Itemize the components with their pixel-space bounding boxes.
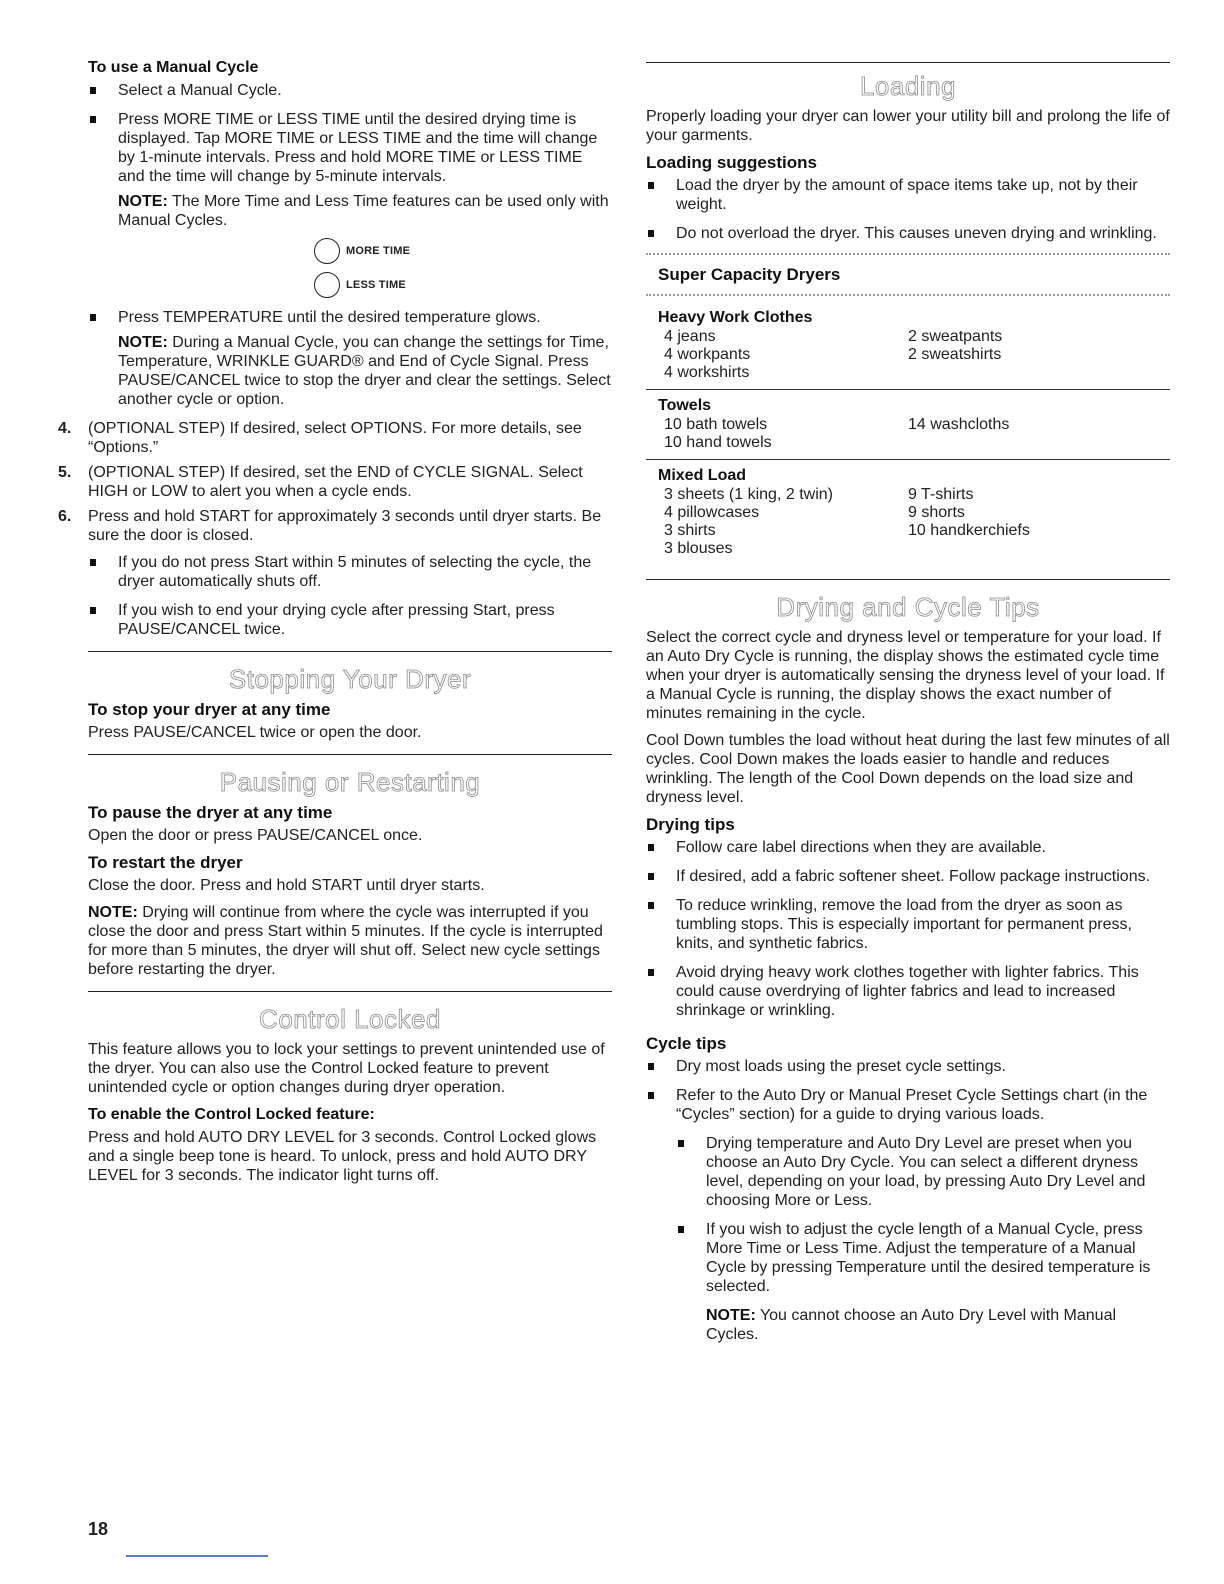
stopping-section-title: Stopping Your Dryer: [228, 664, 472, 694]
load-item: 10 bath towels: [664, 416, 768, 433]
restart-heading: To restart the dryer: [88, 853, 243, 872]
section-divider: [88, 651, 612, 652]
loading-section-title: Loading: [859, 71, 957, 101]
pause-text: Open the door or press PAUSE/CANCEL once.: [88, 827, 423, 844]
less-time-row: [314, 272, 612, 298]
note-label: NOTE:: [706, 1307, 756, 1324]
list-item: [88, 308, 612, 409]
step-number: 4.: [58, 420, 72, 437]
pause-heading: To pause the dryer at any time: [88, 803, 333, 822]
load-group-title: Heavy Work Clothes: [658, 309, 813, 326]
load-col-2: [908, 327, 1170, 381]
list-item-text: If you wish to adjust the cycle length of a Manual Cycle, press More Time or Less Time. Adjust the temperature of a Manual Cycle by pressing Temperature until the desired temperature is selected.: [706, 1221, 1151, 1295]
step-item: [58, 419, 612, 457]
note-label: NOTE:: [118, 193, 168, 210]
load-group-title: Mixed Load: [658, 467, 747, 484]
load-group-towels: [646, 389, 1170, 459]
page-number: 18: [88, 1519, 109, 1539]
dotted-divider: [646, 294, 1170, 296]
step-item: [58, 463, 612, 501]
load-item: 14 washcloths: [908, 416, 1010, 433]
step-number: 6.: [58, 508, 72, 525]
load-group-columns: [658, 485, 1170, 557]
control-locked-text: This feature allows you to lock your settings to prevent unintended use of the dryer. You can also use the Control Locked feature to prevent unintended cycle or option changes during dryer operation.: [88, 1041, 605, 1096]
left-column: [58, 58, 612, 1193]
load-item: 4 pillowcases: [664, 504, 760, 521]
cycle-tips-list: [646, 1057, 1170, 1344]
step6-list: [88, 553, 612, 639]
load-group-columns: [658, 327, 1170, 381]
load-item: 2 sweatpants: [908, 328, 1003, 345]
note-label: NOTE:: [88, 904, 138, 921]
note: [88, 903, 612, 979]
drying-tips-list: [646, 838, 1170, 1020]
note: [118, 333, 612, 409]
load-group-columns: [658, 415, 1170, 451]
more-time-row: [314, 238, 612, 264]
load-col-2: [908, 485, 1170, 557]
list-item: [646, 1086, 1170, 1344]
load-col-1: [658, 327, 908, 381]
load-item: 9 shorts: [908, 504, 965, 521]
list-item: Load the dryer by the amount of space items take up, not by their weight.: [646, 176, 1170, 214]
step-number: 5.: [58, 464, 72, 481]
dotted-divider: [646, 253, 1170, 255]
suggestions-heading: Loading suggestions: [646, 153, 817, 172]
load-group-title: Towels: [658, 397, 712, 414]
drying-tips-heading: Drying tips: [646, 815, 735, 834]
enable-text: Press and hold AUTO DRY LEVEL for 3 seconds. Control Locked glows and a single beep tone is heard. To unlock, press and hold AUTO DRY LEVEL for 3 seconds. The indicator light turns off.: [88, 1129, 597, 1184]
super-capacity-heading: Super Capacity Dryers: [658, 265, 841, 284]
load-col-1: [658, 415, 908, 451]
load-item: 3 sheets (1 king, 2 twin): [664, 486, 833, 503]
load-item: 4 workpants: [664, 346, 751, 363]
list-item: If you do not press Start within 5 minutes of selecting the cycle, the dryer automatically shuts off.: [88, 553, 612, 591]
list-item: [88, 110, 612, 298]
drying-paragraph: Cool Down tumbles the load without heat during the last few minutes of all cycles. Cool Down makes the loads easier to handle and reduces wrinkling. The length of the Cool Down depends on the load size and dryness level.: [646, 732, 1170, 806]
step-text: Press and hold START for approximately 3 seconds until dryer starts. Be sure the door is closed.: [88, 508, 602, 544]
less-time-button-icon: [314, 272, 340, 298]
load-item: 2 sweatshirts: [908, 346, 1002, 363]
step-text: (OPTIONAL STEP) If desired, set the END of CYCLE SIGNAL. Select HIGH or LOW to alert you when a cycle ends.: [88, 464, 583, 500]
load-item: 4 workshirts: [664, 364, 750, 381]
load-item: 10 hand towels: [664, 434, 772, 451]
section-divider: [646, 579, 1170, 580]
note-text: The More Time and Less Time features can be used only with Manual Cycles.: [118, 193, 609, 229]
list-item: Avoid drying heavy work clothes together with lighter fabrics. This could cause overdrying of lighter fabrics and lead to increased shrinkage or wrinkling.: [646, 963, 1170, 1020]
load-group-heavy: [646, 302, 1170, 389]
list-item: To reduce wrinkling, remove the load from the dryer as soon as tumbling stops. This is especially important for permanent press, knits, and synthetic fabrics.: [646, 896, 1170, 953]
drying-section-title: Drying and Cycle Tips: [776, 592, 1040, 622]
note-text: You cannot choose an Auto Dry Level with Manual Cycles.: [706, 1307, 1117, 1343]
load-col-2: [908, 415, 1170, 451]
list-item-text: Refer to the Auto Dry or Manual Preset Cycle Settings chart (in the “Cycles” section) for a guide to drying various loads.: [676, 1087, 1148, 1123]
load-group-mixed: [646, 459, 1170, 565]
list-item: Select a Manual Cycle.: [88, 81, 612, 100]
right-column: [646, 62, 1170, 1354]
time-buttons-illustration: [314, 238, 612, 298]
list-item-text: Press MORE TIME or LESS TIME until the desired drying time is displayed. Tap MORE TIME or LESS TIME and the time will change by 1-minute intervals. Press and hold MORE TIME or LESS TIME and the time will change by 5-minute intervals.: [118, 111, 598, 185]
load-item: 9 T-shirts: [908, 486, 974, 503]
note: [118, 192, 612, 230]
loading-intro: Properly loading your dryer can lower your utility bill and prolong the life of your garments.: [646, 108, 1170, 144]
restart-text: Close the door. Press and hold START until dryer starts.: [88, 877, 485, 894]
cycle-tips-heading: Cycle tips: [646, 1034, 727, 1053]
drying-paragraph: Select the correct cycle and dryness level or temperature for your load. If an Auto Dry Cycle is running, the display shows the estimated cycle time when your dryer is automatically sensing the dryness level of your load. If a Manual Cycle is running, the display shows the exact number of minutes remaining in the cycle.: [646, 629, 1165, 722]
note: [706, 1306, 1170, 1344]
section-divider: [88, 991, 612, 992]
list-item: If you wish to end your drying cycle after pressing Start, press PAUSE/CANCEL twice.: [88, 601, 612, 639]
more-time-label: MORE TIME: [346, 244, 411, 257]
suggestions-list: [646, 176, 1170, 243]
list-item: Drying temperature and Auto Dry Level are preset when you choose an Auto Dry Cycle. You can select a different dryness level, depending on your load, by pressing Auto Dry Level and choosing More or Less.: [676, 1134, 1170, 1210]
note-text: During a Manual Cycle, you can change the settings for Time, Temperature, WRINKLE GUARD® and End of Cycle Signal. Press PAUSE/CANCEL twice to stop the dryer and clear the settings. Select another cycle or option.: [118, 334, 611, 408]
stop-text: Press PAUSE/CANCEL twice or open the door.: [88, 724, 422, 741]
list-item: Dry most loads using the preset cycle settings.: [646, 1057, 1170, 1076]
step-text: (OPTIONAL STEP) If desired, select OPTIONS. For more details, see “Options.”: [88, 420, 582, 456]
list-item: Follow care label directions when they are available.: [646, 838, 1170, 857]
section-divider: [88, 754, 612, 755]
list-item: If desired, add a fabric softener sheet. Follow package instructions.: [646, 867, 1170, 886]
note-label: NOTE:: [118, 334, 168, 351]
load-item: 4 jeans: [664, 328, 716, 345]
load-item: 3 shirts: [664, 522, 716, 539]
load-item: 3 blouses: [664, 540, 733, 557]
load-col-1: [658, 485, 908, 557]
cycle-sub-tips-list: [676, 1134, 1170, 1344]
list-item-text: Press TEMPERATURE until the desired temperature glows.: [118, 309, 541, 326]
more-time-button-icon: [314, 238, 340, 264]
load-item: 10 handkerchiefs: [908, 522, 1030, 539]
steps-list: [58, 419, 612, 639]
note-text: Drying will continue from where the cycle was interrupted if you close the door and press Start within 5 minutes. If the cycle is interrupted for more than 5 minutes, the dryer will shut off. Select new cycle settings before restarting the dryer.: [88, 904, 603, 978]
enable-heading: To enable the Control Locked feature:: [88, 1106, 375, 1123]
list-item: Do not overload the dryer. This causes uneven drying and wrinkling.: [646, 224, 1170, 243]
control-locked-section-title: Control Locked: [259, 1004, 441, 1034]
section-divider: [646, 62, 1170, 63]
step-item: [58, 507, 612, 639]
pausing-section-title: Pausing or Restarting: [219, 767, 481, 797]
less-time-label: LESS TIME: [346, 278, 406, 291]
footer-bar: [126, 1555, 268, 1557]
manual-cycle-heading: To use a Manual Cycle: [88, 59, 259, 76]
list-item: [676, 1220, 1170, 1344]
manual-cycle-list: [88, 81, 612, 409]
stop-heading: To stop your dryer at any time: [88, 700, 331, 719]
